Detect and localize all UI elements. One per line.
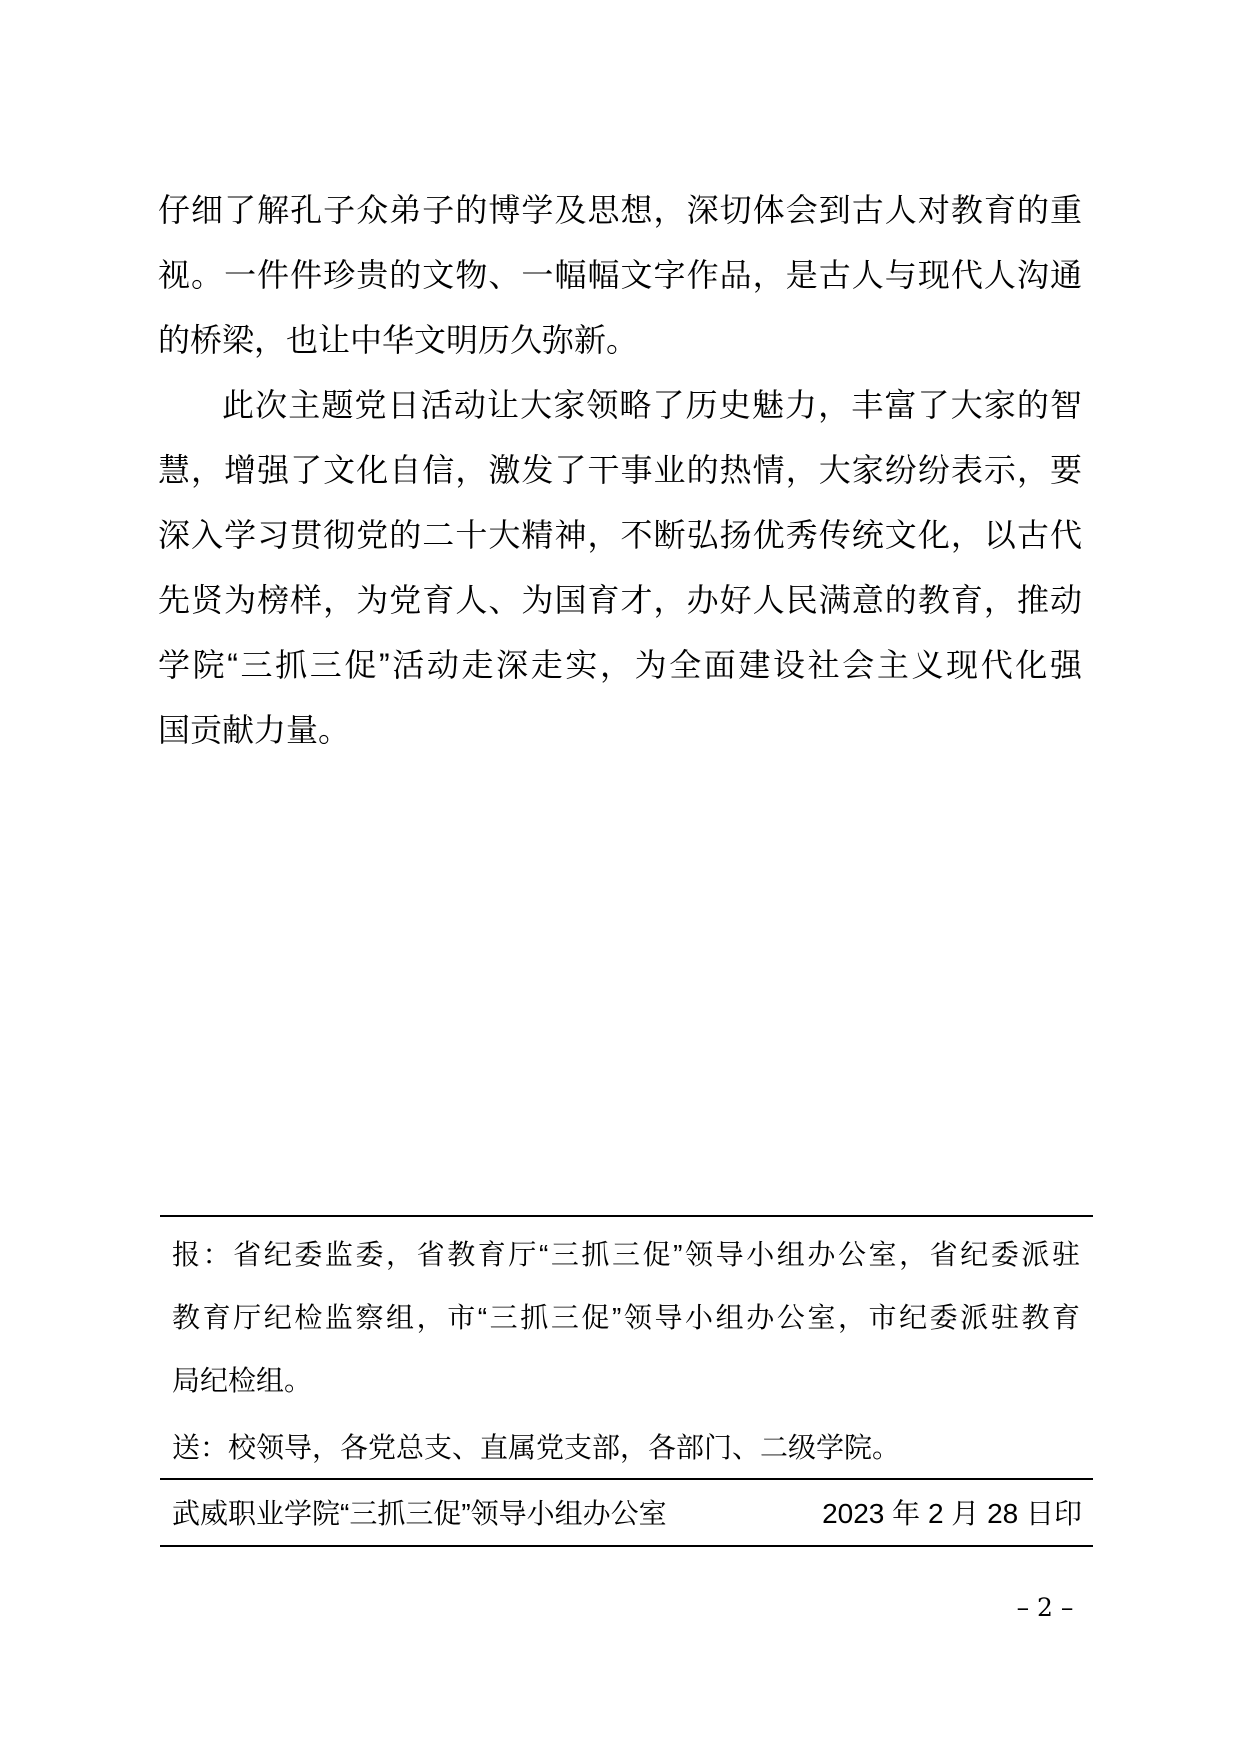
footer-report-line: 教育厅纪检监察组，市“三抓三促”领导小组办公室，市纪委派驻教育: [172, 1302, 1080, 1333]
text-line: 此次主题党日活动让大家领略了历史魅力，丰富了大家的智: [222, 387, 1082, 423]
footer-issuer-row: [172, 1482, 1082, 1545]
footer-middle-divider: [160, 1478, 1093, 1480]
text-line: 先贤为榜样，为党育人、为国育才，办好人民满意的教育，推动: [158, 582, 1082, 618]
text-line: 国贡献力量。: [158, 712, 351, 748]
page-number: – 2 –: [1016, 1593, 1074, 1622]
footer-print-date: 2023 年 2 月 28 日印: [822, 1498, 1082, 1529]
body-text: [158, 178, 1082, 763]
footer-top-divider: [160, 1215, 1093, 1217]
paragraph-1: [158, 178, 1082, 373]
text-line: 视。一件件珍贵的文物、一幅幅文字作品，是古人与现代人沟通: [158, 257, 1082, 293]
footer-issuer: 武威职业学院“三抓三促”领导小组办公室: [172, 1498, 667, 1529]
text-line: 深入学习贯彻党的二十大精神，不断弘扬优秀传统文化，以古代: [158, 517, 1082, 553]
paragraph-2: [158, 373, 1082, 763]
footer-report-line: 报：省纪委监委，省教育厅“三抓三促”领导小组办公室，省纪委派驻: [172, 1239, 1080, 1270]
footer-send-line: 送：校领导，各党总支、直属党支部，各部门、二级学院。: [172, 1432, 901, 1463]
footer-report-block: [172, 1223, 1080, 1412]
footer-report-line: 局纪检组。: [172, 1365, 313, 1396]
text-line: 学院“三抓三促”活动走深走实，为全面建设社会主义现代化强: [158, 647, 1082, 683]
text-line: 慧，增强了文化自信，激发了干事业的热情，大家纷纷表示，要: [158, 452, 1082, 488]
text-line: 仔细了解孔子众弟子的博学及思想，深切体会到古人对教育的重: [158, 192, 1082, 228]
footer-bottom-divider: [160, 1545, 1093, 1547]
text-line: 的桥梁，也让中华文明历久弥新。: [158, 322, 639, 358]
